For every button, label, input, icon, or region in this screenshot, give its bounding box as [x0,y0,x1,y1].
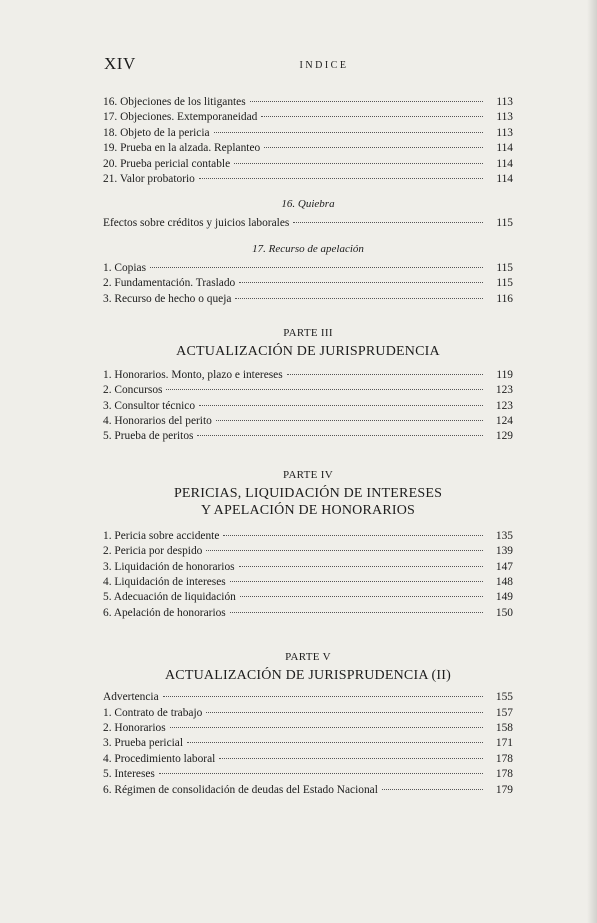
toc-entry-label: 20. Prueba pericial contable [103,157,231,170]
toc-entry [103,414,513,429]
toc-entry [103,216,513,231]
toc-entry [103,560,513,575]
toc-entry-label: 1. Contrato de trabajo [103,706,203,719]
toc-entry [103,690,513,705]
toc-entry-page: 115 [496,277,513,290]
dot-leader [239,282,483,283]
toc-entry-label: Advertencia [103,691,159,704]
dot-leader [197,435,483,436]
toc-entry-page: 114 [496,157,513,170]
toc-entry [103,110,513,125]
toc-entry-page: 123 [495,384,513,397]
page-header [104,54,504,76]
toc-entry-page: 178 [495,768,513,781]
running-head: INDICE [299,60,349,71]
toc-entry-label: 3. Consultor técnico [103,399,196,412]
toc-entry [103,157,513,172]
dot-leader [235,298,483,299]
toc-entry-page: 179 [495,783,513,796]
toc-block-part-iv [103,529,513,621]
toc-block-quiebra [103,216,513,231]
toc-entry [103,736,513,751]
toc-entry-page: 113 [496,111,513,124]
toc-entry [103,721,513,736]
dot-leader [214,132,483,133]
toc-entry [103,783,513,798]
dot-leader [239,566,483,567]
toc-entry-label: Efectos sobre créditos y juicios laborales [103,217,290,230]
dot-leader [150,267,483,268]
part-title-iii: ACTUALIZACIÓN DE JURISPRUDENCIA [176,343,440,359]
toc-block-1 [103,95,513,187]
dot-leader [223,535,483,536]
toc-entry-label: 4. Honorarios del perito [103,415,212,428]
dot-leader [163,696,483,697]
toc-entry-label: 16. Objeciones de los litigantes [103,96,246,108]
toc-entry-page: 149 [495,591,513,604]
toc-entry-page: 115 [496,217,513,230]
toc-entry-label: 21. Valor probatorio [103,172,195,185]
toc-block-recurso [103,261,513,307]
toc-entry [103,95,513,110]
dot-leader [240,596,483,597]
toc-entry-page: 157 [495,706,513,719]
toc-entry-page: 171 [495,737,513,750]
toc-entry [103,606,513,621]
toc-entry-label: 3. Liquidación de honorarios [103,560,235,573]
toc-entry-page: 178 [495,752,513,765]
toc-entry-label: 2. Fundamentación. Traslado [103,277,236,290]
toc-entry-label: 17. Objeciones. Extemporaneidad [103,111,258,124]
dot-leader [230,612,483,613]
toc-entry [103,172,513,187]
dot-leader [216,420,483,421]
toc-entry-page: 124 [495,415,513,428]
toc-entry [103,590,513,605]
part-title-iv-line-1: PERICIAS, LIQUIDACIÓN DE INTERESES [173,485,443,501]
dot-leader [234,163,483,164]
part-label-v: PARTE V [285,651,331,664]
toc-entry-label: 5. Prueba de peritos [103,430,194,443]
page-edge-shadow [587,0,597,923]
toc-entry-label: 5. Intereses [103,768,155,781]
toc-entry [103,383,513,398]
toc-entry [103,429,513,444]
toc-entry-page: 115 [496,261,513,274]
toc-entry [103,575,513,590]
toc-entry-page: 129 [495,430,513,443]
toc-entry-page: 148 [495,576,513,589]
dot-leader [199,405,483,406]
toc-entry-page: 114 [496,172,513,185]
section-title-recurso: 17. Recurso de apelación [252,242,364,255]
part-label-iv: PARTE IV [283,468,333,481]
toc-entry-page: 158 [495,721,513,734]
toc-entry [103,767,513,782]
toc-entry [103,399,513,414]
toc-entry-page: 113 [496,126,513,139]
dot-leader [382,789,483,790]
toc-entry-page: 150 [495,606,513,619]
toc-entry-label: 1. Pericia sobre accidente [103,529,220,542]
dot-leader [261,116,483,117]
toc-entry-page: 123 [495,399,513,412]
toc-entry [103,752,513,767]
dot-leader [159,773,483,774]
table-of-contents [103,95,513,798]
toc-entry-page: 116 [496,292,513,305]
toc-entry [103,368,513,383]
toc-entry-label: 6. Régimen de consolidación de deudas del Estado Nacional [103,783,378,796]
toc-entry-label: 4. Procedimiento laboral [103,752,216,765]
toc-entry [103,276,513,291]
toc-entry-page: 139 [495,545,513,558]
dot-leader [264,147,483,148]
toc-entry [103,292,513,307]
toc-entry-label: 18. Objeto de la pericia [103,126,210,139]
toc-entry [103,126,513,141]
dot-leader [287,374,483,375]
toc-entry-label: 3. Recurso de hecho o queja [103,292,232,305]
part-label-iii: PARTE III [283,326,333,339]
toc-entry-label: 2. Pericia por despido [103,545,203,558]
toc-block-part-v [103,690,513,798]
toc-entry [103,261,513,276]
dot-leader [250,101,483,102]
toc-entry-label: 5. Adecuación de liquidación [103,591,236,604]
toc-block-part-iii [103,368,513,445]
dot-leader [187,742,483,743]
toc-entry-label: 3. Prueba pericial [103,737,184,750]
toc-entry-label: 2. Concursos [103,384,163,397]
toc-entry-label: 19. Prueba en la alzada. Replanteo [103,142,261,155]
section-title-quiebra: 16. Quiebra [281,198,335,211]
dot-leader [166,389,483,390]
part-title-v: ACTUALIZACIÓN DE JURISPRUDENCIA (II) [164,668,452,684]
toc-entry-label: 6. Apelación de honorarios [103,606,226,619]
dot-leader [230,581,483,582]
toc-entry [103,544,513,559]
part-title-iv-line-2: Y APELACIÓN DE HONORARIOS [200,502,416,518]
dot-leader [199,178,483,179]
toc-entry-label: 1. Copias [103,261,147,274]
toc-entry-page: 147 [495,560,513,573]
toc-entry [103,529,513,544]
toc-entry-label: 1. Honorarios. Monto, plazo e intereses [103,368,283,381]
toc-entry-label: 4. Liquidación de intereses [103,576,226,589]
toc-entry-label: 2. Honorarios [103,721,166,734]
toc-entry [103,706,513,721]
toc-entry [103,141,513,156]
dot-leader [293,222,483,223]
part-title-iv [103,485,513,519]
dot-leader [206,550,483,551]
toc-entry-page: 135 [495,529,513,542]
dot-leader [206,712,483,713]
toc-entry-page: 155 [495,691,513,704]
page-number: XIV [104,54,136,73]
toc-entry-page: 119 [496,368,513,381]
dot-leader [170,727,483,728]
toc-entry-page: 114 [496,142,513,155]
toc-entry-page: 113 [496,96,513,108]
dot-leader [219,758,483,759]
